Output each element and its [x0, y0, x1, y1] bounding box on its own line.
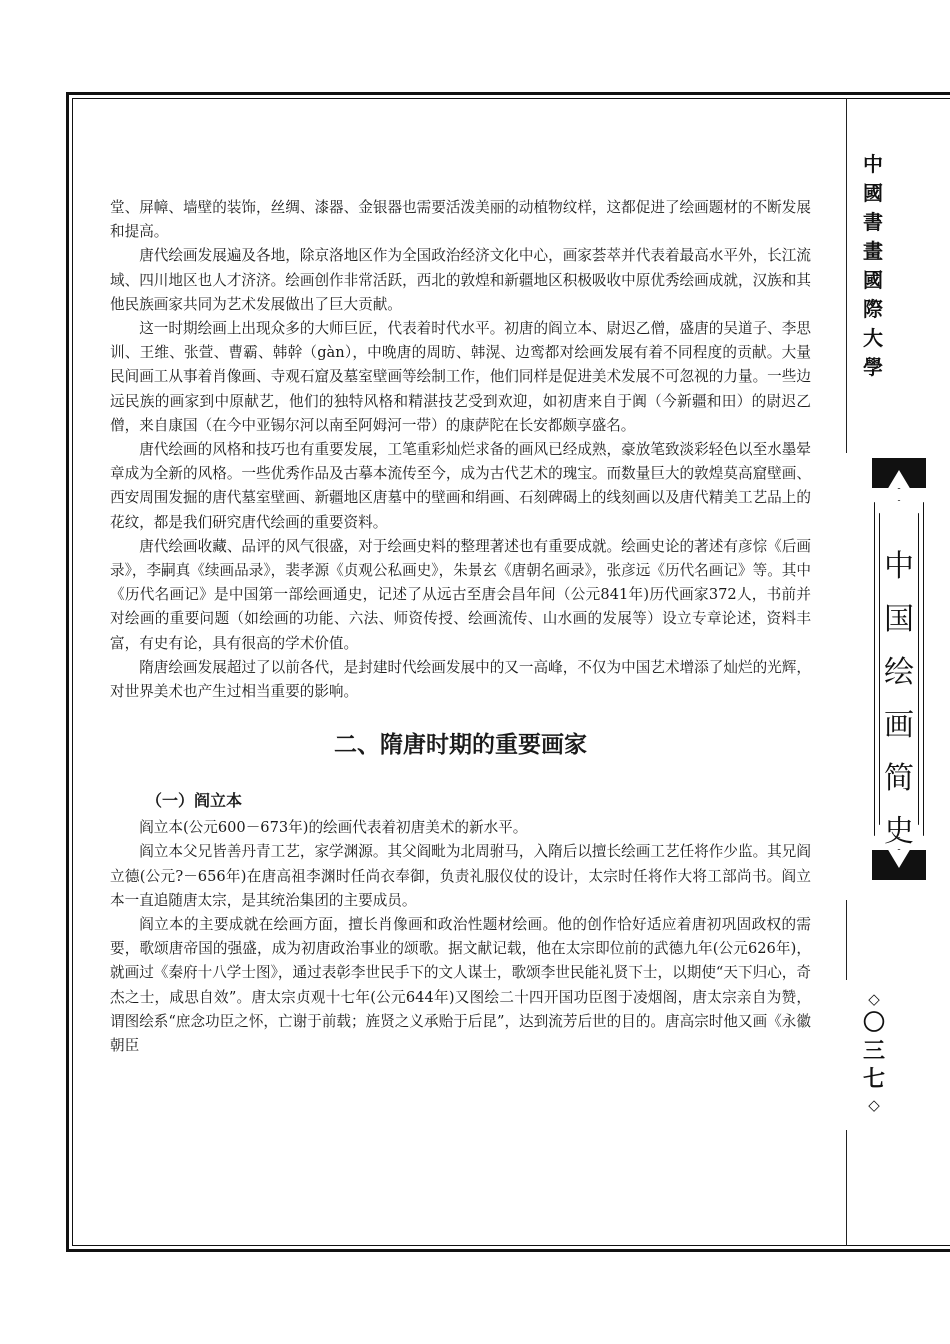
page-number-char: 七: [862, 1067, 885, 1092]
paragraph: 唐代绘画的风格和技巧也有重要发展，工笔重彩灿烂求备的画风已经成熟，豪放笔致淡彩轻色以至水墨晕章成为全新的风格。一些优秀作品及古摹本流传至今，成为古代艺术的瑰宝。而数量巨大的敦煌莫高窟壁画、西安周围发掘的唐代墓室壁画、新疆地区唐墓中的壁画和绢画、石刻碑碣上的线刻画以及唐代精美工艺品上的花纹，都是我们研究唐代绘画的重要资料。: [110, 441, 811, 531]
sidebar-rule: [846, 900, 847, 980]
book-title-char: 史: [884, 814, 914, 849]
page-number-char: 〇: [862, 1011, 885, 1036]
book-title: [874, 540, 924, 858]
main-text: [110, 196, 811, 1058]
university-char: 國: [863, 268, 883, 292]
paragraph: 阎立本(公元600－673年)的绘画代表着初唐美术的新水平。: [139, 819, 528, 837]
university-char: 書: [863, 210, 883, 234]
paragraph: 阎立本父兄皆善丹青工艺，家学渊源。其父阎毗为北周驸马，入隋后以擅长绘画工艺任将作少监。其兄阎立德(公元?－656年)在唐高祖李渊时任尚衣奉御，负责礼服仪仗的设计，太宗时任将作大将工部尚书。阎立本一直追随唐太宗，是其统治集团的主要成员。: [110, 843, 811, 909]
section-heading: 二、隋唐时期的重要画家: [334, 732, 587, 759]
subsection-heading: （一）阎立本: [146, 791, 243, 811]
paragraph: 唐代绘画收藏、品评的风气很盛，对于绘画史料的整理著述也有重要成就。绘画史论的著述有彦悰《后画录》，李嗣真《续画品录》，裴孝源《贞观公私画史》，朱景玄《唐朝名画录》，张彦远《历代名画记》等。其中《历代名画记》是中国第一部绘画通史，记述了从远古至唐会昌年间（公元841年)历代画家372人，书前并对绘画的重要问题（如绘画的功能、六法、师资传授、绘画流传、山水画的发展等）设立专章论述，资料丰富，有史有论，具有很高的学术价值。: [110, 537, 811, 652]
university-char: 大: [863, 326, 883, 350]
diamond-ornament: ◇: [868, 1096, 880, 1114]
book-title-char: 绘: [884, 655, 914, 690]
book-title-char: 中: [884, 549, 914, 584]
book-title-char: 简: [884, 761, 914, 796]
sidebar-rule: [846, 98, 847, 453]
book-title-char: 画: [884, 708, 914, 743]
diamond-ornament: ◇: [868, 990, 880, 1008]
paragraph: 阎立本的主要成就在绘画方面，擅长肖像画和政治性题材绘画。他的创作恰好适应着唐初巩固政权的需要，歌颂唐帝国的强盛，成为初唐政治事业的颂歌。据文献记载，他在太宗即位前的武德九年(公元626年)，就画过《秦府十八学士图》，通过表彰李世民手下的文人谋士，歌颂李世民能礼贤下士，以期使“天下归心，奇杰之士，咸思自效”。唐太宗贞观十七年(公元644年)又图绘二十四开国功臣图于凌烟阁，唐太宗亲自为赞，谓图绘系“庶念功臣之怀，亡谢于前载；旌贤之义承贻于后昆”，达到流芳后世的目的。唐高宗时他又画《永徽朝臣: [110, 916, 811, 1055]
university-name: [860, 150, 886, 382]
paragraph: 堂、屏幛、墙壁的装饰，丝绸、漆器、金银器也需要活泼美丽的动植物纹样，这都促进了绘画题材的不断发展和提高。: [110, 199, 811, 241]
page-number-char: 三: [862, 1039, 885, 1064]
paragraph: 隋唐绘画发展超过了以前各代，是封建时代绘画发展中的又一高峰，不仅为中国艺术增添了灿烂的光辉，对世界美术也产生过相当重要的影响。: [110, 658, 811, 701]
book-title-char: 国: [884, 602, 914, 637]
university-char: 國: [863, 181, 883, 205]
paragraph: 这一时期绘画上出现众多的大师巨匠，代表着时代水平。初唐的阎立本、尉迟乙僧，盛唐的吴道子、李思训、王维、张萱、曹霸、韩幹（gàn），中晚唐的周昉、韩滉、边鸾都对绘画发展有着不同程度的贡献。大量民间画工从事着肖像画、寺观石窟及墓室壁画等绘制工作，他们同样是促进美术发展不可忽视的力量。一些边远民族的画家到中原献艺，他们的独特风格和精湛技艺受到欢迎，如初唐来自于阗（今新疆和田）的尉迟乙僧，来自康国（在今中亚锡尔河以南至阿姆河一带）的康萨陀在长安都颇享盛名。: [110, 320, 811, 434]
sidebar-rule: [846, 1130, 847, 1246]
university-char: 學: [863, 355, 883, 379]
university-char: 中: [863, 152, 883, 176]
university-char: 際: [863, 297, 883, 321]
page-number: [858, 988, 890, 1116]
paragraph: 唐代绘画发展遍及各地，除京洛地区作为全国政治经济文化中心，画家荟萃并代表着最高水平外，长江流域、四川地区也人才济济。绘画创作非常活跃，西北的敦煌和新疆地区积极吸收中原优秀绘画成就，汉族和其他民族画家共同为艺术发展做出了巨大贡献。: [110, 247, 811, 313]
university-char: 畫: [863, 239, 883, 263]
